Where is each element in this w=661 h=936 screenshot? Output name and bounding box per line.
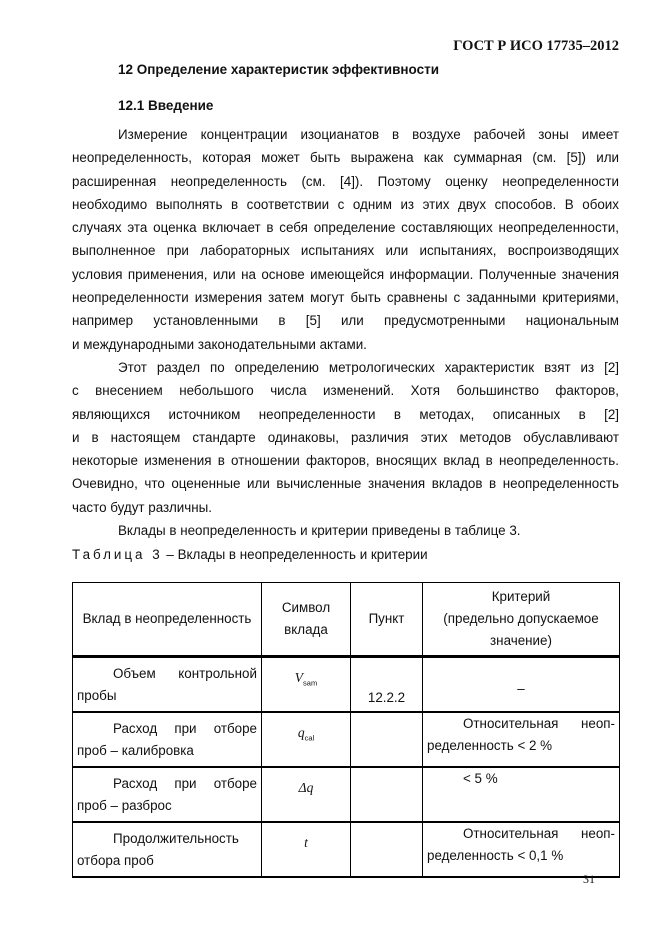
cell-symbol — [262, 657, 351, 713]
paragraph-line: неопределенности измерения затем могут быть сравнены с заданными критериями, — [72, 290, 619, 306]
header-symbol — [262, 583, 351, 657]
table-caption-text: Вклады в неопределенность и критерии — [177, 547, 428, 562]
document-id-header: ГОСТ Р ИСО 17735–2012 — [453, 38, 619, 54]
cell-text: Объем контрольной — [113, 665, 257, 681]
cell-criterion — [423, 767, 620, 822]
cell-text: Продолжительность — [113, 830, 239, 846]
paragraph-1 — [72, 123, 619, 356]
table-row — [73, 712, 620, 767]
paragraph-2 — [72, 356, 619, 519]
header-criterion-line3: значение) — [490, 633, 552, 648]
header-symbol-line1: Символ — [281, 600, 331, 615]
cell-text: отбора проб — [77, 852, 154, 868]
cell-clause — [351, 712, 423, 767]
header-criterion — [423, 583, 620, 657]
cell-clause: 12.2.2 — [351, 657, 423, 713]
cell-contribution — [73, 712, 262, 767]
cell-text: проб – разброс — [77, 797, 172, 813]
paragraph-line: например установленными в [5] или предусмотренными национальным — [72, 313, 619, 329]
cell-contribution — [73, 767, 262, 822]
paragraph-line: являющихся источником неопределенности в методах, описанных в [2] — [72, 406, 619, 422]
cell-text: Относительная неоп- — [463, 826, 615, 841]
header-clause: Пункт — [351, 583, 423, 657]
header-contribution: Вклад в неопределенность — [73, 583, 262, 657]
subsection-title: 12.1 Введение — [118, 98, 214, 113]
cell-text: пробы — [77, 687, 117, 703]
paragraph-line: Вклады в неопределенность и критерии приведены в таблице 3. — [118, 523, 521, 538]
table-row — [73, 657, 620, 713]
cell-criterion — [423, 822, 620, 877]
symbol-main: q — [297, 724, 305, 740]
cell-text: Расход при отборе — [113, 775, 257, 791]
paragraph-line: условия применения, или на основе имеющейся информации. Полученные значения — [72, 266, 619, 282]
symbol-main: Δq — [298, 779, 314, 795]
paragraph-line: и в настоящем стандарте одинаковы, различия этих методов обуславливают — [72, 429, 619, 445]
table-caption — [72, 547, 428, 562]
cell-clause — [351, 767, 423, 822]
table-row — [73, 822, 620, 877]
cell-contribution — [73, 657, 262, 713]
paragraph-line: Очевидно, что оцененные или вычисленные значения вкладов в неопределенность — [72, 476, 619, 492]
table-header-row — [73, 583, 620, 657]
cell-symbol — [262, 822, 351, 877]
paragraph-3 — [72, 519, 619, 542]
cell-text: ределенность < 2 % — [427, 738, 553, 753]
cell-text: ределенность < 0,1 % — [427, 848, 564, 863]
paragraph-line: расширенная неопределенность (см. [4]). Поэтому оценку неопределенности — [72, 173, 619, 189]
table-caption-label: Таблица 3 — [72, 547, 163, 562]
uncertainty-table — [72, 582, 620, 878]
paragraph-line: и международными законодательными актами. — [72, 336, 367, 352]
header-criterion-line2: (предельно допускаемое — [443, 611, 599, 626]
section-title: 12 Определение характеристик эффективности — [118, 62, 440, 77]
cell-criterion — [423, 712, 620, 767]
paragraph-line: часто будут различны. — [72, 499, 212, 515]
page-number: 31 — [583, 872, 595, 886]
cell-text: < 5 % — [463, 771, 498, 786]
cell-text: Расход при отборе — [113, 720, 257, 736]
header-criterion-line1: Критерий — [491, 589, 551, 604]
symbol-subscript: cal — [304, 733, 315, 743]
table-row — [73, 767, 620, 822]
cell-text: проб – калибровка — [77, 742, 194, 758]
paragraph-line: случаях эта оценка включает в себя определение составляющих неопределенности, — [72, 220, 619, 236]
cell-clause — [351, 822, 423, 877]
paragraph-line: некоторые изменения в отношении факторов, вносящих вклад в неопределенность. — [72, 453, 619, 469]
cell-criterion — [423, 657, 620, 713]
paragraph-line: Этот раздел по определению метрологических характеристик взят из [2] — [118, 360, 619, 375]
symbol-main: t — [304, 834, 308, 850]
symbol-subscript: sam — [303, 678, 318, 688]
paragraph-line: с внесением небольшого числа изменений. Хотя большинство факторов, — [72, 383, 619, 399]
cell-contribution — [73, 822, 262, 877]
cell-text: – — [517, 681, 525, 696]
paragraph-line: выполненное при лабораторных испытаниях или испытаниях, воспроизводящих — [72, 243, 619, 259]
paragraph-line: необходимо выполнять в соответствии с одним из этих двух способов. В обоих — [72, 196, 619, 212]
paragraph-line: неопределенность, которая может быть выражена как суммарная (см. [5]) или — [72, 150, 619, 166]
table-caption-dash: – — [162, 547, 178, 562]
paragraph-line: Измерение концентрации изоцианатов в воздухе рабочей зоны имеет — [118, 127, 619, 142]
header-symbol-line2: вклада — [284, 622, 328, 637]
cell-symbol — [262, 767, 351, 822]
symbol-main: V — [294, 669, 304, 685]
cell-symbol — [262, 712, 351, 767]
cell-text: Относительная неоп- — [463, 716, 615, 731]
